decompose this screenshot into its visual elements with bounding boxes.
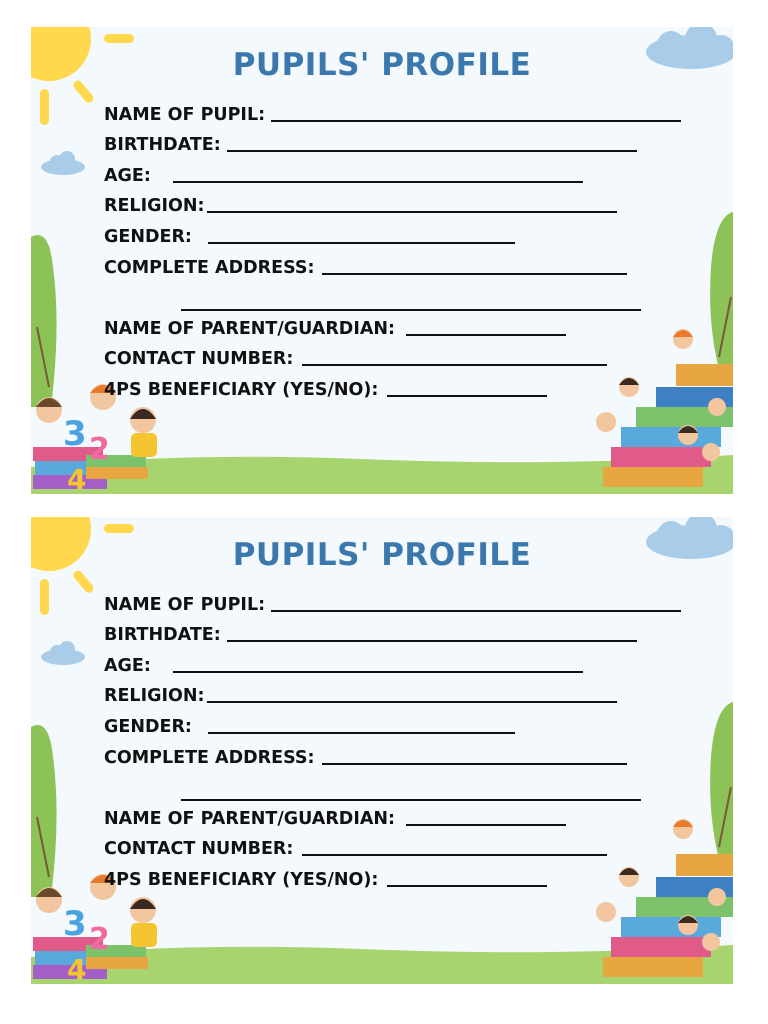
field-age: [104, 165, 583, 187]
profile-card-1: [31, 27, 733, 494]
field-label: RELIGION:: [104, 196, 205, 216]
cloud-icon: [41, 641, 85, 665]
field-label: BIRTHDATE:: [104, 625, 221, 645]
field-birthdate: [104, 134, 637, 156]
4ps-beneficiary-blank[interactable]: [387, 395, 547, 397]
field-birthdate: [104, 624, 637, 646]
card-title: PUPILS' PROFILE: [232, 537, 532, 573]
field-label: CONTACT NUMBER:: [104, 839, 294, 859]
field-complete-address: [104, 257, 627, 279]
svg-text:4: 4: [67, 463, 87, 494]
field-religion: [104, 195, 617, 217]
religion-blank[interactable]: [207, 211, 617, 213]
field-label: AGE:: [104, 656, 151, 676]
address-blank-2[interactable]: [181, 799, 641, 801]
field-contact-number: [104, 838, 607, 860]
field-4ps-beneficiary: [104, 379, 547, 401]
field-label: GENDER:: [104, 227, 192, 247]
age-blank[interactable]: [173, 181, 583, 183]
field-label: NAME OF PUPIL:: [104, 105, 266, 125]
contact-number-blank[interactable]: [302, 854, 607, 856]
field-4ps-beneficiary: [104, 869, 547, 891]
4ps-beneficiary-blank[interactable]: [387, 885, 547, 887]
field-label: NAME OF PARENT/GUARDIAN:: [104, 809, 396, 829]
age-blank[interactable]: [173, 671, 583, 673]
field-label: COMPLETE ADDRESS:: [104, 748, 315, 768]
field-label: CONTACT NUMBER:: [104, 349, 294, 369]
religion-blank[interactable]: [207, 701, 617, 703]
svg-text:3: 3: [63, 414, 87, 454]
parent-guardian-blank[interactable]: [406, 334, 566, 336]
field-name-of-pupil: [104, 104, 681, 126]
name-of-pupil-blank[interactable]: [271, 610, 681, 612]
field-age: [104, 655, 583, 677]
field-label: BIRTHDATE:: [104, 135, 221, 155]
cloud-icon: [41, 151, 85, 175]
gender-blank[interactable]: [208, 732, 515, 734]
birthdate-blank[interactable]: [227, 640, 637, 642]
profile-card-2: [31, 517, 733, 984]
field-contact-number: [104, 348, 607, 370]
field-label: 4PS BENEFICIARY (YES/NO):: [104, 380, 379, 400]
field-label: COMPLETE ADDRESS:: [104, 258, 315, 278]
field-label: AGE:: [104, 166, 151, 186]
parent-guardian-blank[interactable]: [406, 824, 566, 826]
svg-text:2: 2: [89, 922, 110, 957]
birthdate-blank[interactable]: [227, 150, 637, 152]
field-label: NAME OF PUPIL:: [104, 595, 266, 615]
field-parent-guardian: [104, 318, 566, 340]
address-blank-1[interactable]: [322, 273, 627, 275]
field-label: NAME OF PARENT/GUARDIAN:: [104, 319, 396, 339]
field-parent-guardian: [104, 808, 566, 830]
field-gender: [104, 226, 515, 248]
contact-number-blank[interactable]: [302, 364, 607, 366]
svg-text:3: 3: [63, 904, 87, 944]
field-name-of-pupil: [104, 594, 681, 616]
field-complete-address: [104, 747, 627, 769]
field-label: GENDER:: [104, 717, 192, 737]
field-label: 4PS BENEFICIARY (YES/NO):: [104, 870, 379, 890]
card-title: PUPILS' PROFILE: [232, 47, 532, 83]
gender-blank[interactable]: [208, 242, 515, 244]
svg-text:2: 2: [89, 432, 110, 467]
address-blank-2[interactable]: [181, 309, 641, 311]
address-blank-1[interactable]: [322, 763, 627, 765]
svg-text:4: 4: [67, 953, 87, 984]
name-of-pupil-blank[interactable]: [271, 120, 681, 122]
field-religion: [104, 685, 617, 707]
field-label: RELIGION:: [104, 686, 205, 706]
field-gender: [104, 716, 515, 738]
